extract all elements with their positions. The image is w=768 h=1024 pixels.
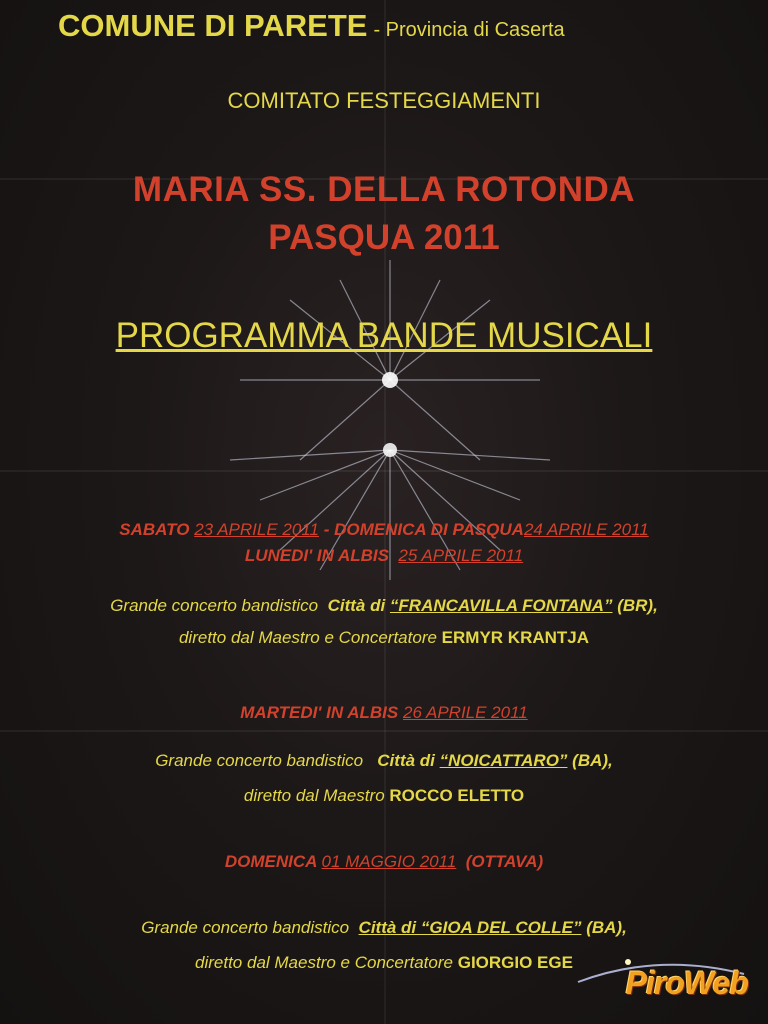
section1-band-name: “FRANCAVILLA FONTANA”: [389, 596, 613, 615]
section2-dates: [0, 703, 768, 723]
section1-director-prefix: diretto dal Maestro e Concertatore: [178, 628, 437, 647]
section3-director-name: GIORGIO EGE: [457, 953, 573, 972]
section3-day: DOMENICA: [224, 852, 317, 871]
section1-day2: DOMENICA DI PASQUA: [334, 520, 524, 539]
section1-date1: 23 APRILE 2011: [194, 520, 319, 539]
section3-concert-line: [0, 918, 768, 938]
section1-director-name: ERMYR KRANTJA: [441, 628, 590, 647]
section1-dates-line1: [0, 520, 768, 540]
piroweb-logo: [568, 948, 748, 1006]
section2-date: 26 APRILE 2011: [402, 703, 528, 722]
section3-director-prefix: diretto dal Maestro e Concertatore: [195, 953, 453, 972]
section1-day1: SABATO: [119, 520, 190, 539]
logo-text: PiroWeb: [625, 965, 748, 1001]
section3-dates: [0, 852, 768, 872]
header: [58, 8, 565, 44]
section3-band-name: Città di “GIOA DEL COLLE”: [358, 918, 582, 937]
committee-title: COMITATO FESTEGGIAMENTI: [227, 88, 541, 113]
section2-concert-line: [0, 751, 768, 771]
feast-year: PASQUA 2011: [268, 218, 500, 257]
section1-city-prefix: Città di: [327, 596, 386, 615]
section3-date: 01 MAGGIO 2011: [321, 852, 457, 871]
section2-director-line: [0, 786, 768, 806]
section3-band-province: (BA),: [586, 918, 627, 937]
section1-band-province: (BR),: [617, 596, 658, 615]
section1-dates-line2: [0, 546, 768, 566]
town-name: COMUNE DI PARETE: [58, 8, 368, 43]
section1-date3: 25 APRILE 2011: [398, 546, 524, 565]
section2-band-name: “NOICATTARO”: [439, 751, 568, 770]
section2-day: MARTEDI' IN ALBIS: [240, 703, 399, 722]
section1-concert-prefix: Grande concerto bandistico: [110, 596, 319, 615]
section1-date2: 24 APRILE 2011: [523, 520, 649, 539]
section2-band-province: (BA),: [572, 751, 613, 770]
section2-director-name: ROCCO ELETTO: [389, 786, 525, 805]
programme-title: PROGRAMMA BANDE MUSICALI: [115, 316, 653, 355]
section2-city-prefix: Città di: [377, 751, 435, 770]
section3-note: (OTTAVA): [465, 852, 544, 871]
section2-director-prefix: diretto dal Maestro: [243, 786, 385, 805]
section1-separator: -: [323, 520, 330, 539]
section1-director-line: [0, 628, 768, 648]
section3-concert-prefix: Grande concerto bandistico: [141, 918, 350, 937]
section2-concert-prefix: Grande concerto bandistico: [155, 751, 364, 770]
feast-title: MARIA SS. DELLA ROTONDA: [132, 170, 636, 209]
province-name: - Provincia di Caserta: [373, 19, 565, 41]
section1-day3: LUNEDI' IN ALBIS: [244, 546, 389, 565]
fireworks-illustration: [140, 260, 630, 590]
section1-concert-line: [0, 596, 768, 616]
